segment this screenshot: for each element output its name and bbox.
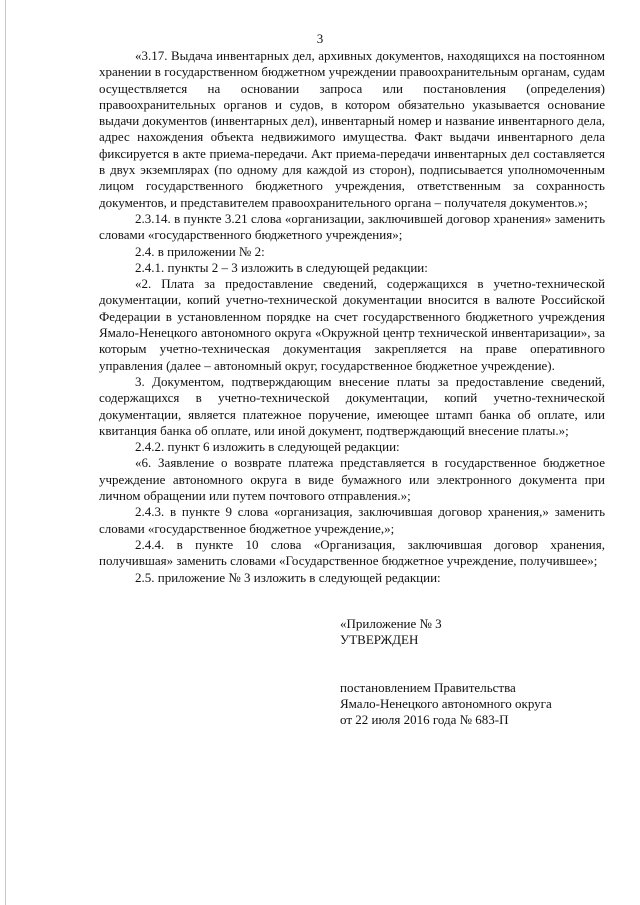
approval-line-1: постановлением Правительства	[340, 679, 516, 695]
approval-block	[340, 616, 600, 728]
document-body	[99, 48, 605, 586]
approval-line-2: Ямало-Ненецкого автономного округа	[340, 695, 552, 711]
approval-line-3: от 22 июля 2016 года № 683-П	[340, 712, 509, 728]
paragraph-annex-item-2: «2. Плата за предоставление сведений, содержащихся в учетно-технической документации, копий учетно-технической документации вносится в валюте Российской Федерации в установленном порядке на счет государственного бюджетного учреждения Ямало-Ненецкого автономного округа «Окружной центр технической инвентаризации», за которым учетно-техническая документация закрепляется на праве оперативного управления (далее – автономный округ, государственное бюджетное учреждение).	[99, 276, 605, 373]
annex-label: «Приложение № 3	[340, 616, 442, 631]
approved-label: УТВЕРЖДЕН	[340, 632, 419, 648]
scan-edge-line	[5, 0, 6, 905]
paragraph-3-17: «3.17. Выдача инвентарных дел, архивных документов, находящихся на постоянном хранении в государственном бюджетном учреждении правоохранительным органам, судам осуществляется на основании запроса или постановления (определения) правоохранительных органов и судов, в котором обязательно указывается основание выдачи документов (инвентарных дел), инвентарный номер и название инвентарного дела, адрес нахождения объекта недвижимого имущества. Факт выдачи инвентарного дела фиксируется в акте приема-передачи. Акт приема-передачи инвентарных дел составляется в двух экземплярах (по одному для каждой из сторон), подписывается уполномоченным лицом государственного бюджетного учреждения, ответственным за сохранность документов, и представителем правоохранительного органа – получателя документов.»;	[99, 48, 605, 210]
paragraph-2-4-1: 2.4.1. пункты 2 – 3 изложить в следующей редакции:	[135, 259, 428, 275]
paragraph-2-3-14: 2.3.14. в пункте 3.21 слова «организации, заключившей договор хранения» заменить словами «государственного бюджетного учреждения»;	[99, 210, 605, 243]
paragraph-2-4-4: 2.4.4. в пункте 10 слова «Организация, заключившая договор хранения, получившая» заменить словами «Государственное бюджетное учреждение, получившее»;	[99, 536, 605, 569]
paragraph-2-4-3: 2.4.3. в пункте 9 слова «организация, заключившая договор хранения,» заменить словами «государственное бюджетное учреждение,»;	[99, 504, 605, 536]
page-number: 3	[316, 31, 324, 46]
paragraph-annex-item-3: 3. Документом, подтверждающим внесение платы за предоставление сведений, содержащихся в учетно-технической документации, копий учетно-технической документации, является платежное поручение, имеющее штамп банка об оплате, или квитанция банка об оплате, или иной документ, подтверждающий внесение платы.»;	[99, 373, 605, 438]
paragraph-2-5: 2.5. приложение № 3 изложить в следующей редакции:	[135, 569, 441, 585]
paragraph-annex-item-6: «6. Заявление о возврате платежа представляется в государственное бюджетное учреждение автономного округа в виде бумажного или электронного документа при личном обращении или путем почтового отправления.»;	[99, 455, 605, 504]
paragraph-2-4: 2.4. в приложении № 2:	[135, 243, 265, 259]
approval-gap	[340, 649, 600, 680]
paragraph-2-4-2: 2.4.2. пункт 6 изложить в следующей редакции:	[135, 439, 400, 455]
